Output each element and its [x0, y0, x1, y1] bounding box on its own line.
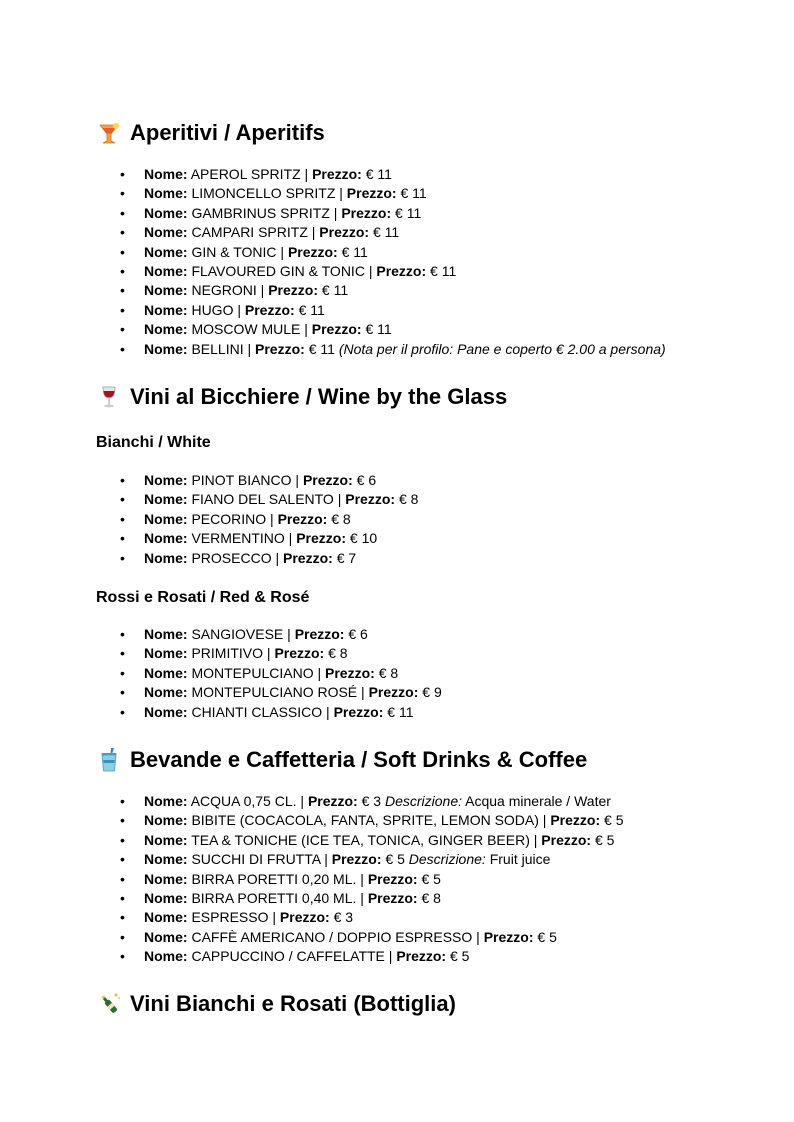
list-item: • Nome: MONTEPULCIANO | Prezzo: € 8 — [96, 664, 442, 683]
list-item: • Nome: CAPPUCCINO / CAFFELATTE | Prezzo: € 5 — [96, 947, 624, 966]
cocktail-icon — [96, 120, 122, 146]
section-heading-aperitivi — [96, 119, 325, 147]
section-heading-vini-bicchiere — [96, 383, 507, 411]
item-note: (Nota per il profilo: Pane e coperto € 2.00 a persona) — [338, 340, 666, 357]
aperitivi-list — [96, 165, 666, 359]
list-item: • Nome: GIN & TONIC | Prezzo: € 11 — [96, 243, 666, 262]
bottle-with-popping-cork-icon — [96, 991, 122, 1017]
list-item: • Nome: ESPRESSO | Prezzo: € 3 — [96, 908, 624, 927]
bevande-list — [96, 792, 624, 967]
section-heading-vini-bottiglia — [96, 990, 456, 1018]
section-title: Bevande e Caffetteria / Soft Drinks & Coffee — [130, 747, 588, 772]
list-item: • Nome: CAMPARI SPRITZ | Prezzo: € 11 — [96, 223, 666, 242]
list-item: • Nome: TEA & TONICHE (ICE TEA, TONICA, GINGER BEER) | Prezzo: € 5 — [96, 831, 624, 850]
list-item: • Nome: LIMONCELLO SPRITZ | Prezzo: € 11 — [96, 184, 666, 203]
list-item: • Nome: VERMENTINO | Prezzo: € 10 — [96, 529, 418, 548]
list-item: • Nome: MONTEPULCIANO ROSÉ | Prezzo: € 9 — [96, 683, 442, 702]
list-item: • Nome: FLAVOURED GIN & TONIC | Prezzo: € 11 — [96, 262, 666, 281]
list-item: • Nome: GAMBRINUS SPRITZ | Prezzo: € 11 — [96, 204, 666, 223]
list-item: • Nome: CHIANTI CLASSICO | Prezzo: € 11 — [96, 703, 442, 722]
list-item: • Nome: ACQUA 0,75 CL. | Prezzo: € 3 Descrizione: Acqua minerale / Water — [96, 792, 624, 811]
list-item: • Nome: SANGIOVESE | Prezzo: € 6 — [96, 625, 442, 644]
item-description: Fruit juice — [489, 851, 551, 868]
rossi-list — [96, 625, 442, 722]
section-title: Vini Bianchi e Rosati (Bottiglia) — [130, 991, 456, 1016]
list-item: • Nome: BELLINI | Prezzo: € 11 (Nota per il profilo: Pane e coperto € 2.00 a persona) — [96, 340, 666, 359]
list-item: • Nome: FIANO DEL SALENTO | Prezzo: € 8 — [96, 490, 418, 509]
list-item: • Nome: BIRRA PORETTI 0,20 ML. | Prezzo: € 5 — [96, 870, 624, 889]
list-item: • Nome: SUCCHI DI FRUTTA | Prezzo: € 5 Descrizione: Fruit juice — [96, 850, 624, 869]
list-item: • Nome: PINOT BIANCO | Prezzo: € 6 — [96, 471, 418, 490]
list-item: • Nome: PROSECCO | Prezzo: € 7 — [96, 549, 418, 568]
list-item: • Nome: HUGO | Prezzo: € 11 — [96, 301, 666, 320]
list-item: • Nome: NEGRONI | Prezzo: € 11 — [96, 281, 666, 300]
list-item: • Nome: PECORINO | Prezzo: € 8 — [96, 510, 418, 529]
cup-with-straw-icon — [96, 747, 122, 773]
wine-glass-icon — [96, 384, 122, 410]
section-title: Vini al Bicchiere / Wine by the Glass — [130, 384, 508, 409]
list-item: • Nome: MOSCOW MULE | Prezzo: € 11 — [96, 320, 666, 339]
section-heading-bevande — [96, 746, 587, 774]
list-item: • Nome: PRIMITIVO | Prezzo: € 8 — [96, 644, 442, 663]
list-item: • Nome: CAFFÈ AMERICANO / DOPPIO ESPRESSO | Prezzo: € 5 — [96, 928, 624, 947]
bianchi-list — [96, 471, 418, 568]
list-item: • Nome: BIRRA PORETTI 0,40 ML. | Prezzo: € 8 — [96, 889, 624, 908]
section-title: Aperitivi / Aperitifs — [130, 120, 325, 145]
list-item: • Nome: BIBITE (COCACOLA, FANTA, SPRITE, LEMON SODA) | Prezzo: € 5 — [96, 811, 624, 830]
item-description: Acqua minerale / Water — [465, 793, 611, 809]
list-item: • Nome: APEROL SPRITZ | Prezzo: € 11 — [96, 165, 666, 184]
subsection-heading-bianchi: Bianchi / White — [96, 434, 211, 451]
subsection-heading-rossi: Rossi e Rosati / Red & Rosé — [96, 589, 310, 606]
